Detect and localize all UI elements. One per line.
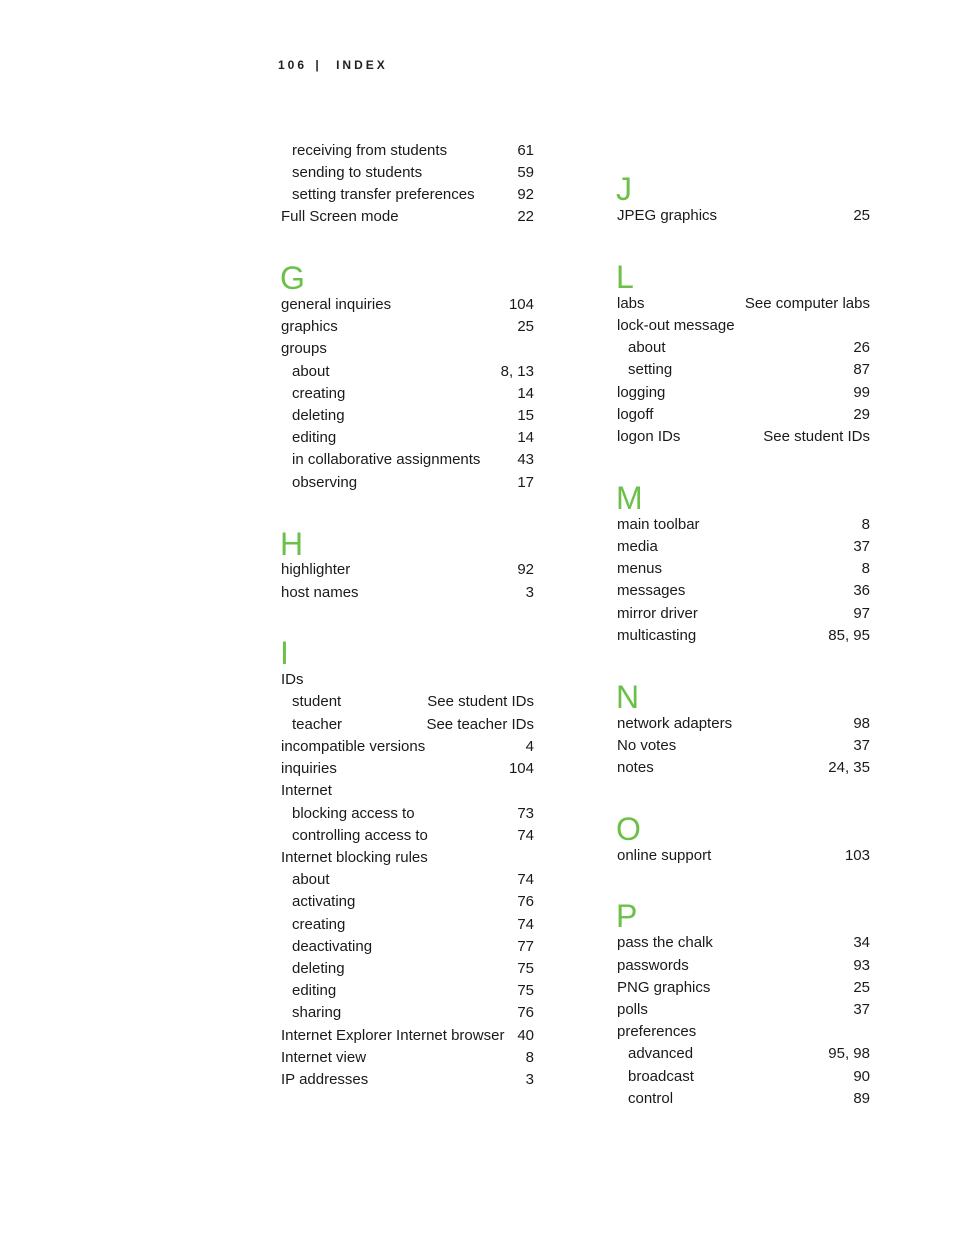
index-pages: 103: [844, 847, 870, 864]
index-pages: 14: [517, 429, 534, 446]
index-entry: [617, 337, 870, 359]
index-pages: 90: [853, 1068, 870, 1085]
index-entry: [281, 803, 534, 825]
index-term: deleting: [292, 407, 345, 424]
index-pages: 24, 35: [828, 759, 870, 776]
index-entry: [281, 582, 534, 604]
index-term: controlling access to: [292, 827, 428, 844]
index-entry: [617, 932, 870, 954]
index-pages: 25: [853, 979, 870, 996]
index-term: No votes: [617, 737, 677, 754]
index-entry: [617, 536, 870, 558]
index-pages: 93: [853, 957, 870, 974]
index-entry: [281, 338, 534, 360]
index-term: media: [617, 538, 658, 555]
section-letter-p: P: [616, 898, 638, 934]
index-entry: [281, 980, 534, 1002]
index-term: logging: [617, 384, 666, 401]
index-term: creating: [292, 916, 346, 933]
section-letter-j: J: [616, 171, 632, 207]
index-pages: 37: [853, 1001, 870, 1018]
section-title: INDEX: [336, 58, 388, 72]
index-pages: 75: [517, 960, 534, 977]
index-pages: 34: [853, 934, 870, 951]
index-term: PNG graphics: [617, 979, 711, 996]
index-pages: 4: [525, 738, 534, 755]
index-entry: [281, 140, 534, 162]
index-term: labs: [617, 295, 645, 312]
index-pages: 37: [853, 737, 870, 754]
index-entry: [617, 315, 870, 337]
index-pages: See computer labs: [744, 295, 870, 312]
index-entry: [617, 955, 870, 977]
section-letter-m: M: [616, 480, 643, 516]
index-term: highlighter: [281, 561, 351, 578]
index-term: incompatible versions: [281, 738, 426, 755]
index-term: about: [292, 363, 330, 380]
index-pages: 25: [517, 318, 534, 335]
index-entry: [281, 780, 534, 802]
index-term: host names: [281, 584, 359, 601]
index-pages: 37: [853, 538, 870, 555]
index-term: preferences: [617, 1023, 697, 1040]
index-entry: [281, 758, 534, 780]
index-term: editing: [292, 982, 337, 999]
index-entry: [281, 449, 534, 471]
index-entry: [617, 845, 870, 867]
index-term: deactivating: [292, 938, 373, 955]
index-term: IDs: [281, 671, 304, 688]
index-pages: 87: [853, 361, 870, 378]
index-pages: 22: [517, 208, 534, 225]
index-term: multicasting: [617, 627, 697, 644]
index-entry: [617, 382, 870, 404]
index-pages: 8: [525, 1049, 534, 1066]
index-pages: See student IDs: [763, 428, 870, 445]
index-pages: 40: [517, 1027, 534, 1044]
index-pages: See student IDs: [427, 693, 534, 710]
index-entry: [281, 1047, 534, 1069]
index-term: JPEG graphics: [617, 207, 718, 224]
index-entry: [281, 383, 534, 405]
index-term: teacher: [292, 716, 343, 733]
index-pages: 15: [517, 407, 534, 424]
index-entry: [281, 936, 534, 958]
index-entry: [281, 825, 534, 847]
index-entry: [617, 1066, 870, 1088]
index-entry: [617, 514, 870, 536]
index-entry: [617, 558, 870, 580]
index-term: editing: [292, 429, 337, 446]
index-pages: See teacher IDs: [426, 716, 534, 733]
index-entry: [617, 977, 870, 999]
index-term: activating: [292, 893, 356, 910]
index-entry: [281, 958, 534, 980]
index-pages: 74: [517, 916, 534, 933]
index-pages: 92: [517, 186, 534, 203]
index-term: pass the chalk: [617, 934, 713, 951]
index-term: groups: [281, 340, 327, 357]
index-pages: 14: [517, 385, 534, 402]
index-term: broadcast: [628, 1068, 694, 1085]
index-term: logon IDs: [617, 428, 681, 445]
index-pages: 43: [517, 451, 534, 468]
index-entry: [281, 427, 534, 449]
index-pages: 77: [517, 938, 534, 955]
index-term: creating: [292, 385, 346, 402]
index-term: Internet: [281, 782, 332, 799]
index-pages: 36: [853, 582, 870, 599]
index-entry: [617, 603, 870, 625]
index-pages: 26: [853, 339, 870, 356]
index-term: student: [292, 693, 342, 710]
index-term: network adapters: [617, 715, 733, 732]
index-entry: [281, 206, 534, 228]
index-pages: 3: [525, 1071, 534, 1088]
index-entry: [617, 580, 870, 602]
index-pages: 104: [508, 760, 534, 777]
index-term: about: [628, 339, 666, 356]
index-term: sending to students: [292, 164, 423, 181]
section-letter-n: N: [616, 679, 640, 715]
index-pages: 8, 13: [500, 363, 534, 380]
index-entry: [617, 735, 870, 757]
index-entry: [281, 1002, 534, 1024]
index-term: logoff: [617, 406, 654, 423]
page-number: 106: [278, 58, 308, 72]
index-term: IP addresses: [281, 1071, 369, 1088]
index-term: main toolbar: [617, 516, 700, 533]
index-term: setting transfer preferences: [292, 186, 475, 203]
index-entry: [281, 869, 534, 891]
section-letter-l: L: [616, 259, 634, 295]
index-entry: [617, 999, 870, 1021]
index-entry: [281, 891, 534, 913]
index-entry: [617, 1088, 870, 1110]
section-letter-o: O: [616, 811, 641, 847]
index-term: Internet view: [281, 1049, 367, 1066]
index-pages: 61: [517, 142, 534, 159]
index-entry: [281, 405, 534, 427]
section-letter-g: G: [280, 260, 305, 296]
index-pages: 85, 95: [828, 627, 870, 644]
index-pages: 74: [517, 871, 534, 888]
index-pages: 8: [861, 560, 870, 577]
index-term: about: [292, 871, 330, 888]
index-term: setting: [628, 361, 673, 378]
index-pages: 104: [508, 296, 534, 313]
index-pages: 97: [853, 605, 870, 622]
index-entry: [617, 757, 870, 779]
index-term: graphics: [281, 318, 338, 335]
index-pages: 59: [517, 164, 534, 181]
index-pages: 8: [861, 516, 870, 533]
running-header: [278, 58, 388, 72]
index-pages: 76: [517, 1004, 534, 1021]
index-pages: 75: [517, 982, 534, 999]
index-entry: [281, 472, 534, 494]
index-term: passwords: [617, 957, 689, 974]
index-entry: [617, 359, 870, 381]
index-term: notes: [617, 759, 654, 776]
index-term: inquiries: [281, 760, 337, 777]
section-letter-i: I: [280, 635, 289, 671]
index-term: deleting: [292, 960, 345, 977]
index-pages: 92: [517, 561, 534, 578]
index-term: general inquiries: [281, 296, 392, 313]
index-entry: [617, 293, 870, 315]
index-entry: [281, 294, 534, 316]
index-entry: [617, 404, 870, 426]
index-pages: 73: [517, 805, 534, 822]
index-term: observing: [292, 474, 358, 491]
index-entry: [281, 691, 534, 713]
index-term: receiving from students: [292, 142, 448, 159]
index-pages: 29: [853, 406, 870, 423]
index-term: lock-out message: [617, 317, 735, 334]
index-entry: [281, 361, 534, 383]
index-entry: [617, 205, 870, 227]
index-term: polls: [617, 1001, 648, 1018]
index-entry: [617, 625, 870, 647]
index-term: in collaborative assignments: [292, 451, 481, 468]
index-entry: [281, 736, 534, 758]
index-entry: [281, 914, 534, 936]
index-entry: [281, 316, 534, 338]
index-entry: [617, 426, 870, 448]
index-term: menus: [617, 560, 663, 577]
index-entry: [281, 714, 534, 736]
index-entry: [617, 1043, 870, 1065]
index-term: messages: [617, 582, 686, 599]
index-term: mirror driver: [617, 605, 698, 622]
index-entry: [617, 713, 870, 735]
index-term: online support: [617, 847, 712, 864]
index-pages: 76: [517, 893, 534, 910]
index-term: Internet blocking rules: [281, 849, 428, 866]
index-term: advanced: [628, 1045, 694, 1062]
index-entry: [281, 847, 534, 869]
index-term: Internet Explorer Internet browser: [281, 1027, 505, 1044]
index-entry: [281, 1069, 534, 1091]
index-pages: 89: [853, 1090, 870, 1107]
index-entry: [617, 1021, 870, 1043]
index-pages: 3: [525, 584, 534, 601]
index-entry: [281, 1025, 534, 1047]
index-term: sharing: [292, 1004, 342, 1021]
index-pages: 74: [517, 827, 534, 844]
index-pages: 95, 98: [828, 1045, 870, 1062]
index-entry: [281, 162, 534, 184]
index-pages: 98: [853, 715, 870, 732]
index-entry: [281, 559, 534, 581]
section-letter-h: H: [280, 526, 304, 562]
index-pages: 17: [517, 474, 534, 491]
index-term: blocking access to: [292, 805, 415, 822]
index-pages: 25: [853, 207, 870, 224]
index-pages: 99: [853, 384, 870, 401]
index-entry: [281, 669, 534, 691]
index-entry: [281, 184, 534, 206]
index-term: control: [628, 1090, 674, 1107]
header-separator: |: [315, 58, 322, 72]
index-term: Full Screen mode: [281, 208, 399, 225]
